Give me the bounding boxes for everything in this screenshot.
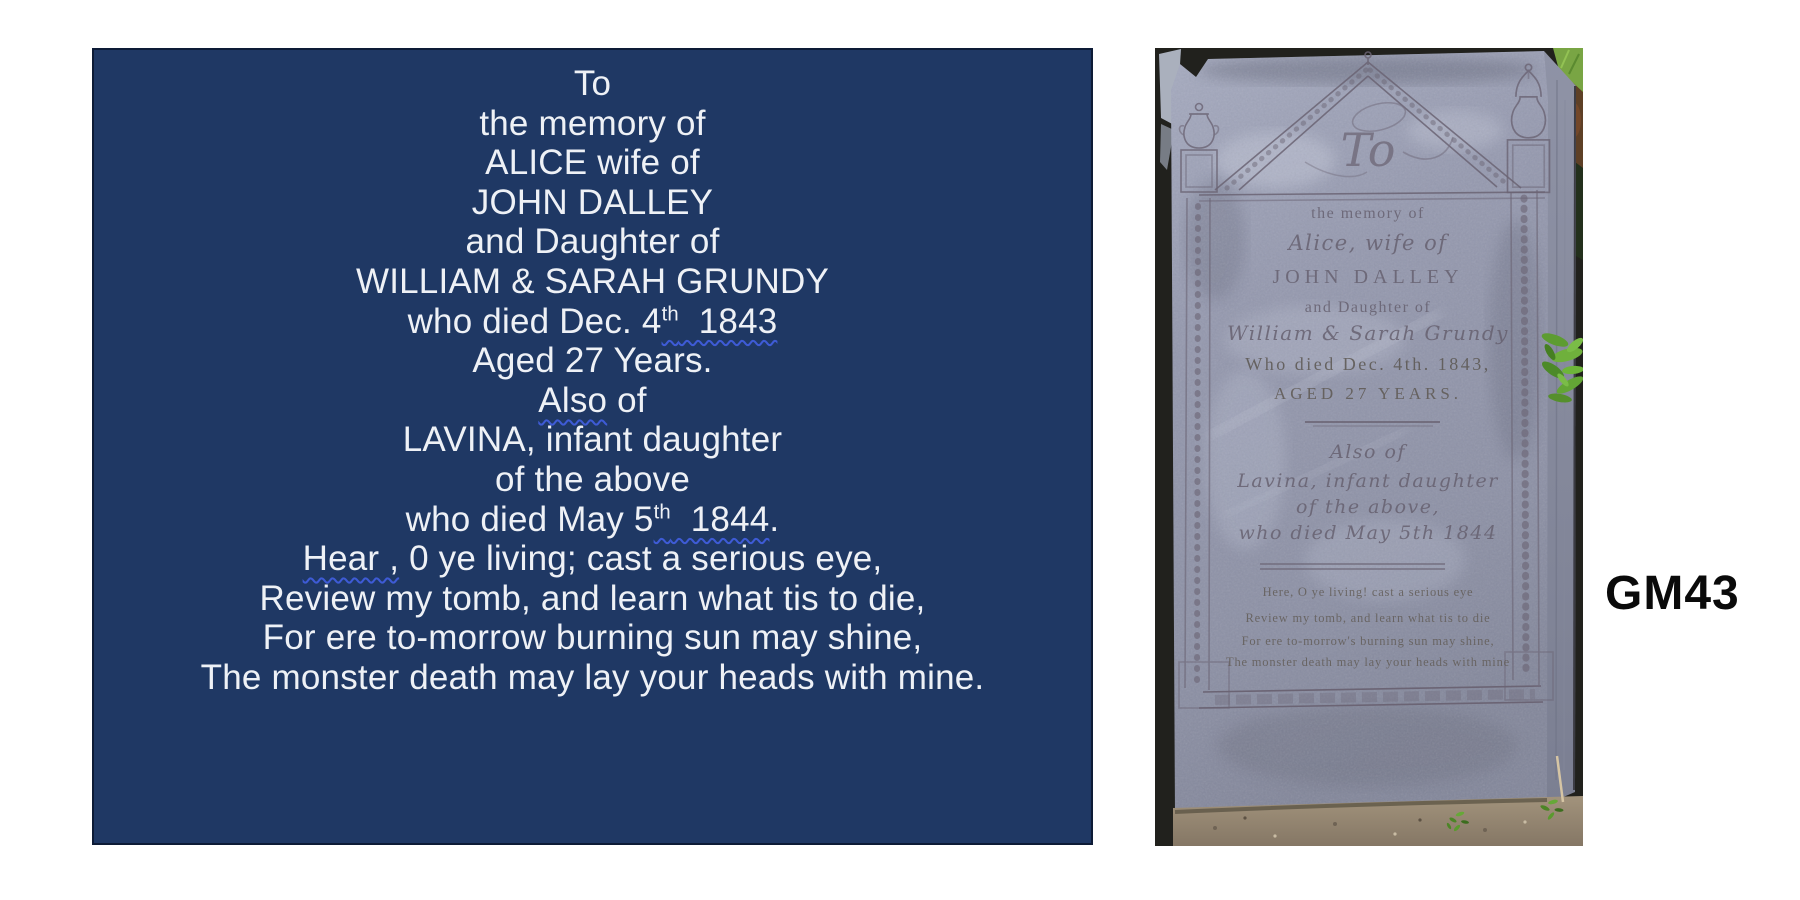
engraved-line: The monster death may lay your heads with mine xyxy=(1226,655,1510,669)
pediment-word: To xyxy=(1340,123,1396,177)
transcription-line: The monster death may lay your heads with mine. xyxy=(200,657,985,697)
transcription-line: Aged 27 Years. xyxy=(472,341,713,381)
transcription-line: LAVINA, infant daughter xyxy=(402,420,783,460)
transcription-line: Also of xyxy=(538,380,647,420)
transcription-line: Hear , 0 ye living; cast a serious eye, xyxy=(302,539,883,579)
engraved-line: who died May 5th 1844 xyxy=(1238,522,1498,544)
transcription-line: ALICE wife of xyxy=(485,143,700,183)
spellcheck-squiggle: Hear , xyxy=(302,539,400,579)
engraved-line: and Daughter of xyxy=(1304,299,1432,316)
transcription-line: Review my tomb, and learn what tis to die, xyxy=(259,578,926,618)
transcription-line: of the above xyxy=(494,459,691,499)
transcription-line: JOHN DALLEY xyxy=(471,182,714,222)
transcription-line: who died May 5th 1844. xyxy=(405,499,780,539)
engraved-line: Also of xyxy=(1330,441,1406,463)
transcription-line: and Daughter of xyxy=(465,222,720,262)
engraved-line: Here, O ye living! cast a serious eye xyxy=(1262,585,1474,599)
gravestone-photo xyxy=(1155,40,1583,848)
engraved-line: Who died Dec. 4th. 1843, xyxy=(1245,354,1491,374)
engraved-line: of the above, xyxy=(1295,496,1441,518)
transcription-line: WILLIAM & SARAH GRUNDY xyxy=(355,261,830,301)
transcription-line: For ere to-morrow burning sun may shine, xyxy=(262,618,923,658)
engraved-line: Alice, wife of xyxy=(1288,231,1448,255)
engraved-line: JOHN DALLEY xyxy=(1272,266,1464,288)
spellcheck-squiggle: $^{th}$ 1843 xyxy=(661,301,778,341)
gm-code-label: GM43 xyxy=(1605,567,1740,620)
headstone-illustration xyxy=(1155,40,1583,848)
engraved-line: For ere to-morrow's burning sun may shine, xyxy=(1241,634,1495,648)
transcription-line: the memory of xyxy=(479,103,706,143)
transcription-panel xyxy=(92,48,1093,845)
engraved-line: Lavina, infant daughter xyxy=(1237,470,1499,492)
transcription-line: To xyxy=(573,64,612,103)
engraved-line: William & Sarah Grundy xyxy=(1227,321,1509,345)
spellcheck-squiggle: $^{th}$ 1844 xyxy=(653,499,770,539)
engraved-line: the memory of xyxy=(1311,205,1425,222)
spellcheck-squiggle: Also xyxy=(538,380,608,420)
engraved-line: AGED 27 YEARS. xyxy=(1273,384,1463,403)
transcription-line: who died Dec. 4th 1843 xyxy=(407,301,778,341)
engraved-line: Review my tomb, and learn what tis to die xyxy=(1245,611,1491,625)
